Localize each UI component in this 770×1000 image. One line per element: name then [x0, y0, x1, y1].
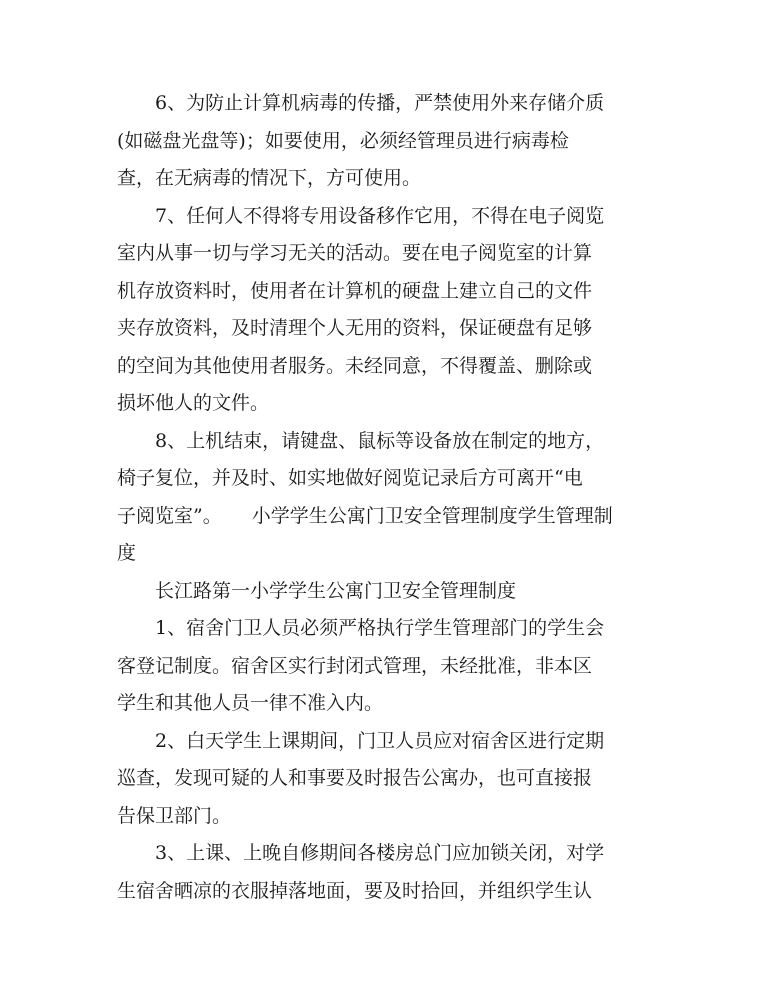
text-line: 的空间为其他使用者服务。未经同意，不得覆盖、删除或: [117, 354, 593, 377]
text-line: [117, 498, 657, 536]
text-line: 告保卫部门。: [117, 804, 232, 827]
paragraph-rule-1: [117, 610, 657, 723]
section-heading-inline: 小学学生公寓门卫安全管理制度学生管理制: [251, 504, 613, 527]
text-line: 机存放资料时，使用者在计算机的硬盘上建立自己的文件: [117, 279, 593, 302]
text-line: 生宿舍晒凉的衣服掉落地面，要及时拾回，并组织学生认: [117, 879, 593, 902]
paragraph-rule-7: [117, 198, 657, 423]
text-line: (如磁盘光盘等)；如要使用，必须经管理员进行病毒检: [117, 129, 569, 152]
text-line: 损坏他人的文件。: [117, 392, 270, 414]
text-segment: 子阅览室”。: [117, 504, 222, 527]
document-title: 长江路第一小学学生公寓门卫安全管理制度: [155, 579, 517, 602]
text-line: 查，在无病毒的情况下，方可使用。: [117, 167, 422, 189]
text-line: 室内从事一切与学习无关的活动。要在电子阅览室的计算: [117, 242, 593, 264]
text-line: 2、白天学生上课期间，门卫人员应对宿舍区进行定期: [155, 729, 605, 752]
text-line: 椅子复位，并及时、如实地做好阅览记录后方可离开“电: [117, 467, 583, 489]
document-body: [117, 85, 657, 910]
text-line: 巡查，发现可疑的人和事要及时报告公寓办，也可直接报: [117, 767, 593, 789]
text-line: 7、任何人不得将专用设备移作它用，不得在电子阅览: [155, 204, 605, 227]
text-line: 度: [117, 542, 137, 564]
text-line: 6、为防止计算机病毒的传播，严禁使用外来存储介质: [155, 92, 605, 114]
paragraph-rule-6: [117, 85, 657, 198]
text-line: 学生和其他人员一律不准入内。: [117, 692, 384, 714]
text-line: 3、上课、上晚自修期间各楼房总门应加锁关闭，对学: [155, 842, 605, 864]
text-line: 1、宿舍门卫人员必须严格执行学生管理部门的学生会: [155, 617, 605, 639]
text-line: 客登记制度。宿舍区实行封闭式管理，未经批准，非本区: [117, 654, 593, 677]
paragraph-rule-8: [117, 423, 657, 573]
paragraph-rule-2: [117, 723, 657, 836]
paragraph-rule-3: [117, 835, 657, 910]
text-line: 8、上机结束，请键盘、鼠标等设备放在制定的地方，: [155, 429, 605, 452]
text-line: 夹存放资料，及时清理个人无用的资料，保证硬盘有足够: [117, 317, 593, 339]
